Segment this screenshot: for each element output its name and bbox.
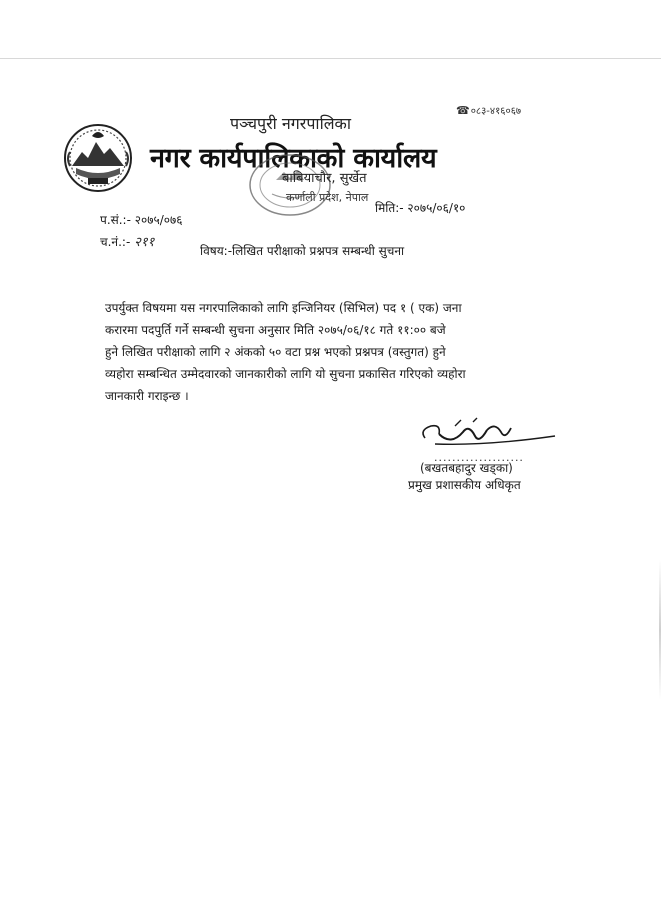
signature-dots: .................... — [434, 451, 524, 464]
signatory-title: प्रमुख प्रशासकीय अधिकृत — [408, 478, 521, 492]
office-name: नगर कार्यपालिकाको कार्यालय — [150, 143, 437, 174]
phone-number: ☎०८३-४१६०६७ — [456, 104, 522, 117]
subject-line: विषय:-लिखित परीक्षाको प्रश्नपत्र सम्बन्धी सुचना — [200, 244, 405, 258]
address-line-2: कर्णाली प्रदेश, नेपाल — [286, 191, 369, 204]
dispatch-number — [100, 232, 154, 250]
reference-number: प.सं.:- २०७५/०७६ — [100, 213, 183, 227]
body-line: हुने लिखित परीक्षाको लागि २ अंकको ५० वटा प्रश्न भएको प्रश्नपत्र (वस्तुगत) हुने — [105, 345, 446, 359]
municipality-name: पञ्चपुरी नगरपालिका — [230, 114, 351, 133]
dispatch-value: २११ — [134, 235, 155, 250]
body-line: जानकारी गराइन्छ । — [105, 389, 189, 403]
signatory-name: (बखतबहादुर खड्का) — [420, 461, 513, 475]
dispatch-label: च.नं.:- — [100, 235, 131, 249]
body-line: व्यहोरा सम्बन्धित उम्मेदवारको जानकारीको लागि यो सुचना प्रकासित गरिएको व्यहोरा — [105, 367, 466, 381]
body-line: करारमा पदपुर्ति गर्ने सम्बन्धी सुचना अनुसार मिति २०७५/०६/१८ गते ११:०० बजे — [105, 323, 446, 337]
notice-body — [105, 297, 543, 407]
letter-date: मिति:- २०७५/०६/१० — [375, 201, 466, 215]
telephone-icon: ☎ — [456, 104, 470, 117]
address-line-1: बाबियाचौर, सुर्खेत — [282, 171, 367, 186]
nepal-government-emblem-icon — [62, 122, 134, 194]
scan-edge-line — [0, 58, 661, 59]
body-line: उपर्युक्त विषयमा यस नगरपालिकाको लागि इन्जिनियर (सिभिल) पद १ ( एक) जना — [105, 301, 462, 315]
